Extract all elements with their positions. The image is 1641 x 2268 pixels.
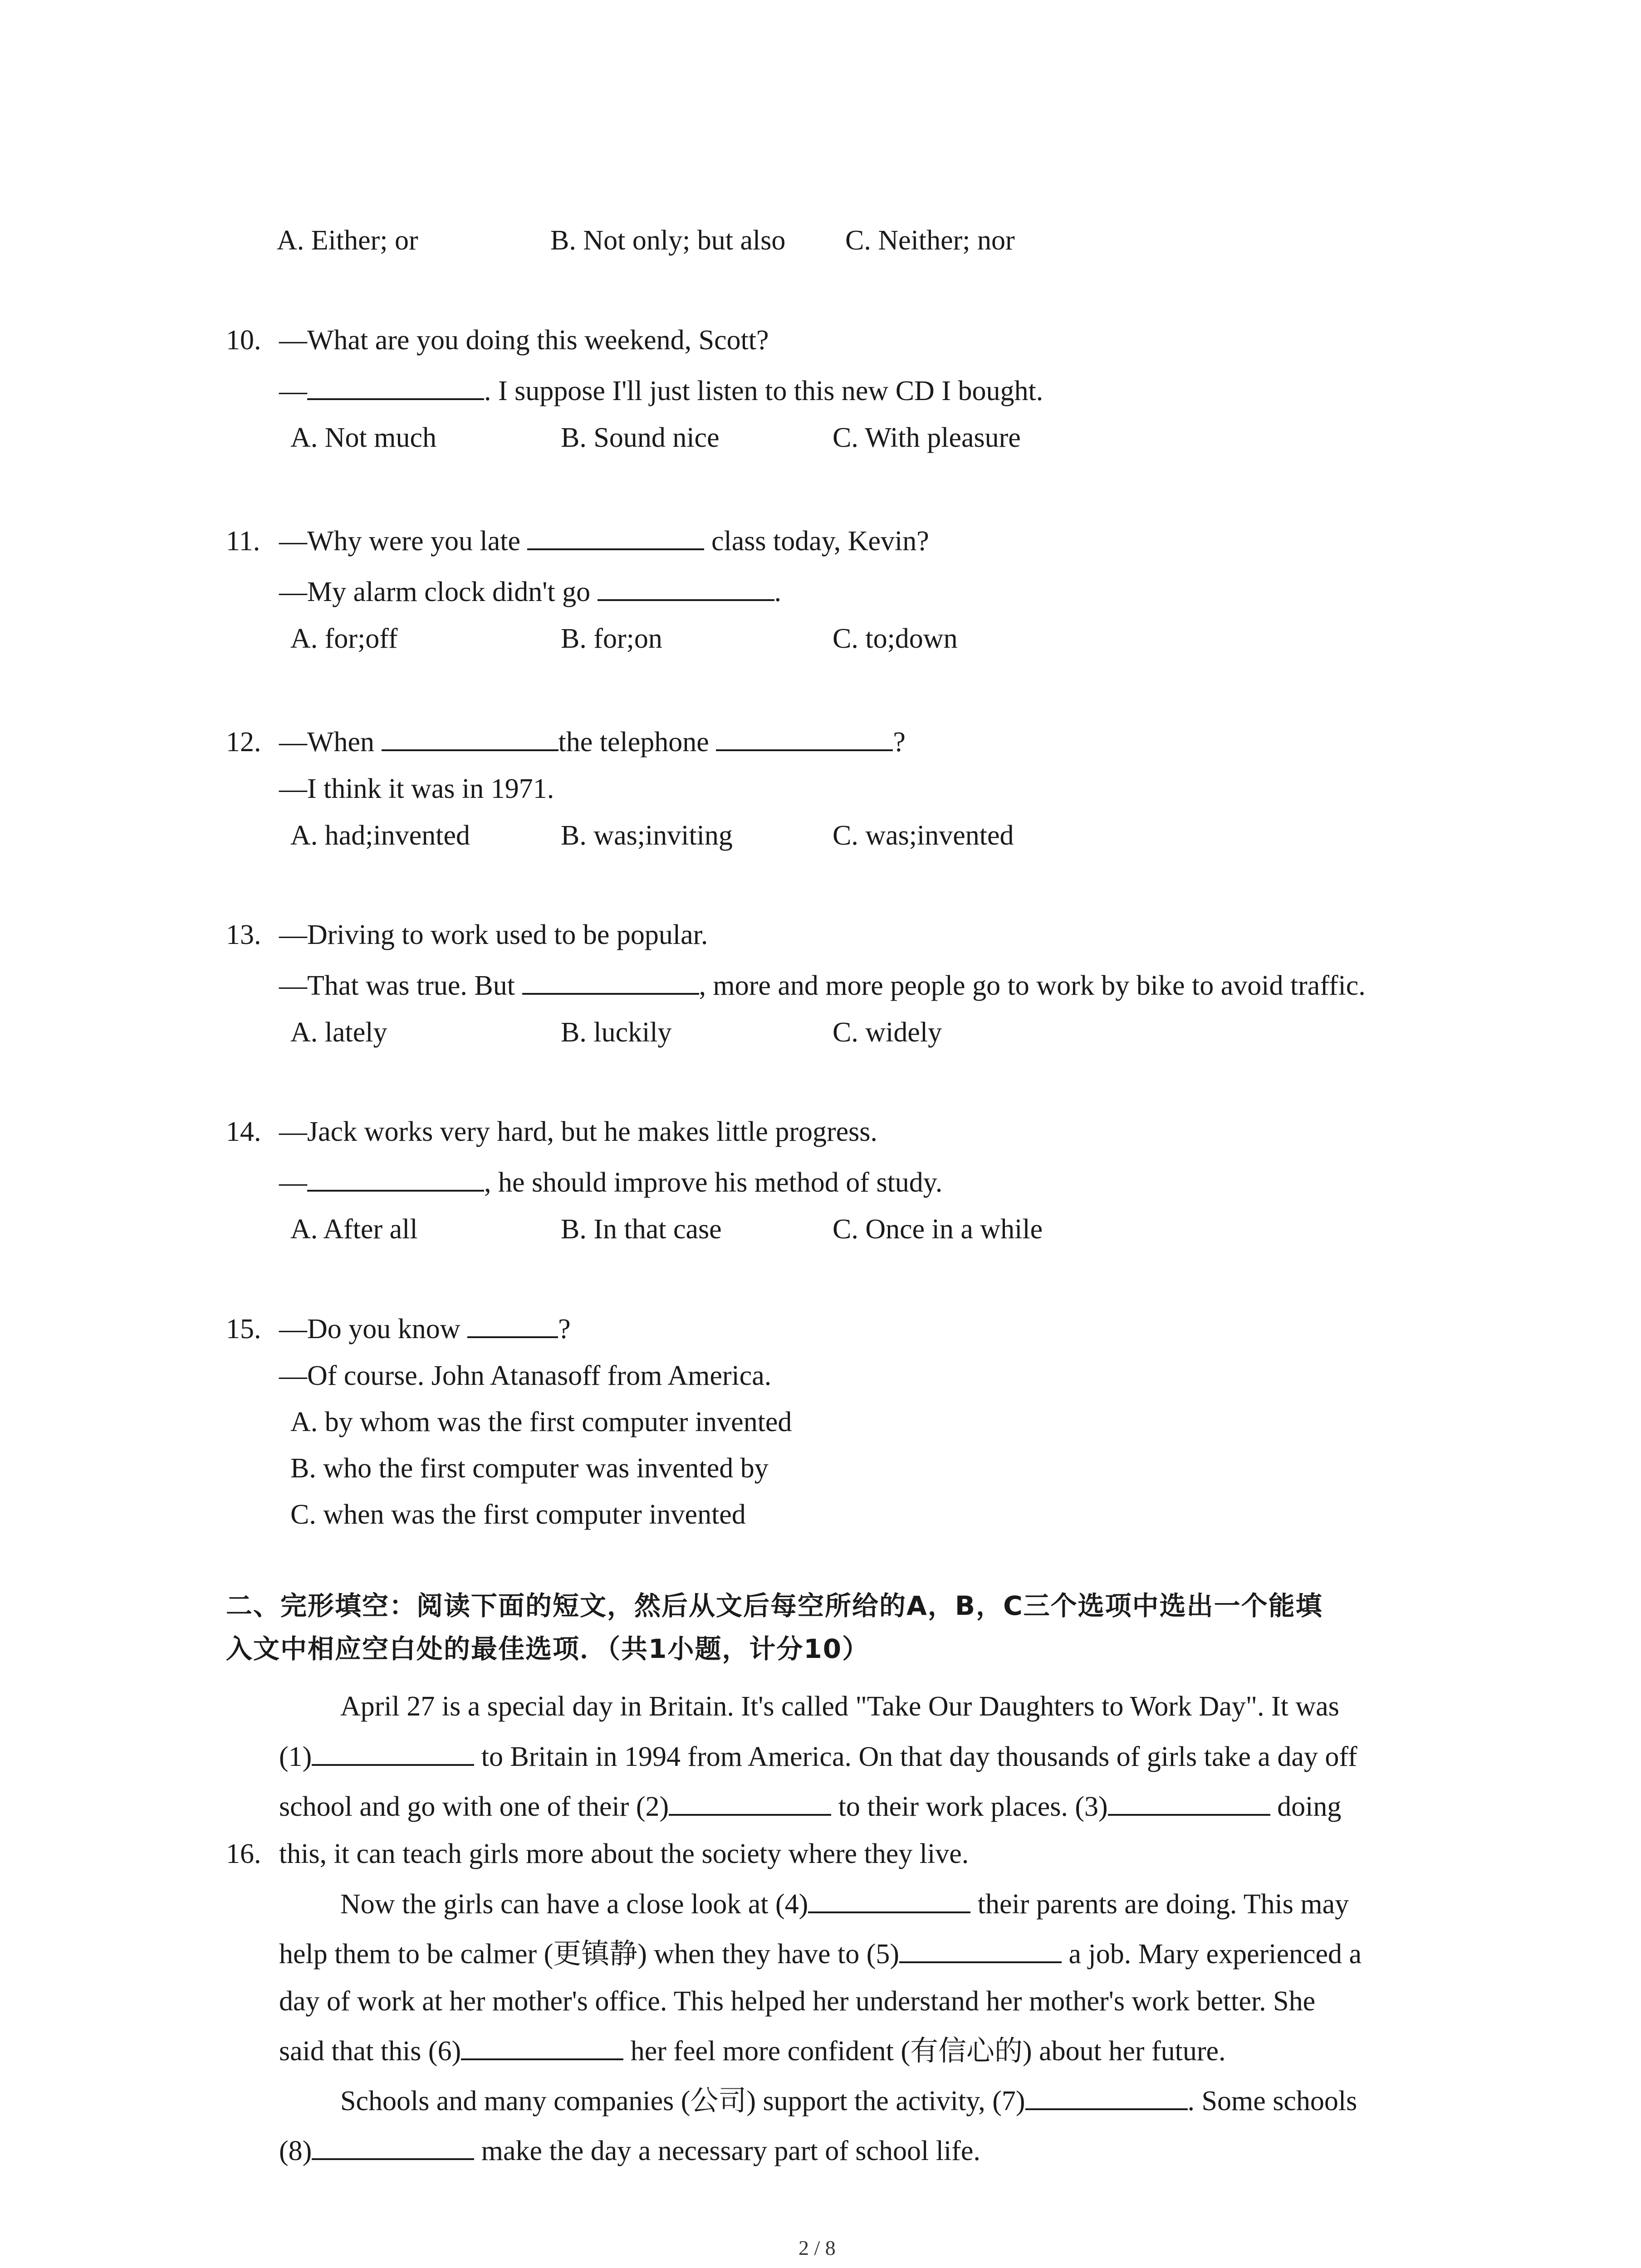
q13-answer-line: —That was true. But , more and more people go to work by bike to avoid traffic. (279, 968, 1366, 1004)
q16-blank-1 (312, 1739, 474, 1766)
q16-number: 16. (226, 1838, 261, 1869)
q16-p3-line2: (8) make the day a necessary part of school life. (279, 2133, 980, 2169)
q16-p1-line3: school and go with one of their (2) to their work places. (3) doing (279, 1789, 1341, 1825)
q14-number: 14. (226, 1116, 261, 1147)
q11-option-a: A. for;off (290, 623, 398, 654)
q15-option-a: A. by whom was the first computer invented (290, 1407, 792, 1437)
q16-p2-line3: day of work at her mother's office. This helped her understand her mother's work better. She (279, 1986, 1316, 2017)
q16-p2-line2: help them to be calmer (更镇静) when they have to (5) a job. Mary experienced a (279, 1936, 1362, 1972)
q13-blank (522, 968, 699, 995)
q15-option-c: C. when was the first computer invented (290, 1499, 746, 1530)
q11-answer-line: —My alarm clock didn't go . (279, 574, 781, 610)
q9-option-b: B. Not only; but also (550, 225, 786, 256)
q11-question-line: —Why were you late class today, Kevin? (279, 523, 929, 559)
q12-option-a: A. had;invented (290, 820, 470, 851)
q10-option-c: C. With pleasure (833, 422, 1021, 453)
q11-option-c: C. to;down (833, 623, 958, 654)
q10-question: —What are you doing this weekend, Scott? (279, 325, 769, 356)
q13-option-c: C. widely (833, 1017, 942, 1048)
q15-answer: —Of course. John Atanasoff from America. (279, 1360, 772, 1391)
q10-blank (307, 373, 484, 400)
q16-p3-line1: Schools and many companies (公司) support the activity, (7) . Some schools (340, 2083, 1357, 2119)
q16-blank-6 (461, 2033, 623, 2060)
section2-heading-line2: 入文中相应空白处的最佳选项．（共1小题，计分10） (226, 1633, 870, 1664)
q16-blank-3 (1108, 1789, 1270, 1816)
q16-blank-4 (808, 1886, 970, 1913)
q16-blank-8 (312, 2133, 474, 2160)
q9-option-a: A. Either; or (277, 225, 418, 256)
q11-blank-2 (598, 574, 774, 601)
q9-option-c: C. Neither; nor (845, 225, 1015, 256)
q16-p1-line2: (1) to Britain in 1994 from America. On that day thousands of girls take a day off (279, 1739, 1357, 1775)
q14-answer-line: — , he should improve his method of study. (279, 1164, 942, 1201)
q16-blank-5 (899, 1936, 1062, 1963)
q16-blank-2 (669, 1789, 831, 1816)
q13-question: —Driving to work used to be popular. (279, 919, 708, 950)
q11-number: 11. (226, 526, 260, 557)
q14-blank (307, 1164, 484, 1192)
q13-option-a: A. lately (290, 1017, 387, 1048)
q11-blank-1 (527, 523, 704, 550)
q10-number: 10. (226, 325, 261, 356)
q12-option-c: C. was;invented (833, 820, 1014, 851)
q14-question: —Jack works very hard, but he makes little progress. (279, 1116, 877, 1147)
q16-p2-line1: Now the girls can have a close look at (4) their parents are doing. This may (340, 1886, 1349, 1922)
q13-number: 13. (226, 919, 261, 950)
q12-question-line: —When the telephone ? (279, 724, 906, 760)
q15-question-line: —Do you know ? (279, 1311, 571, 1347)
q10-answer-line: — . I suppose I'll just listen to this new CD I bought. (279, 373, 1043, 409)
q15-number: 15. (226, 1314, 261, 1344)
q13-option-b: B. luckily (561, 1017, 672, 1048)
q11-option-b: B. for;on (561, 623, 662, 654)
q10-option-b: B. Sound nice (561, 422, 720, 453)
q15-blank (467, 1311, 558, 1338)
q14-option-c: C. Once in a while (833, 1214, 1043, 1245)
q12-blank-2 (716, 724, 893, 751)
page-number: 2 / 8 (798, 2236, 836, 2259)
q12-answer: —I think it was in 1971. (279, 773, 554, 804)
q16-p2-line4: said that this (6) her feel more confident (有信心的) about her future. (279, 2033, 1226, 2069)
q12-blank-1 (382, 724, 558, 751)
q12-option-b: B. was;inviting (561, 820, 733, 851)
section2-heading-line1: 二、完形填空：阅读下面的短文，然后从文后每空所给的A，B，C三个选项中选出一个能填 (226, 1590, 1323, 1621)
q14-option-b: B. In that case (561, 1214, 722, 1245)
q16-blank-7 (1025, 2083, 1188, 2110)
q10-option-a: A. Not much (290, 422, 437, 453)
q15-option-b: B. who the first computer was invented by (290, 1453, 769, 1484)
q16-p1-line1: April 27 is a special day in Britain. It's called "Take Our Daughters to Work Day". It was (340, 1691, 1339, 1722)
q14-option-a: A. After all (290, 1214, 418, 1245)
q16-p1-line4: this, it can teach girls more about the society where they live. (279, 1838, 969, 1869)
q12-number: 12. (226, 727, 261, 758)
